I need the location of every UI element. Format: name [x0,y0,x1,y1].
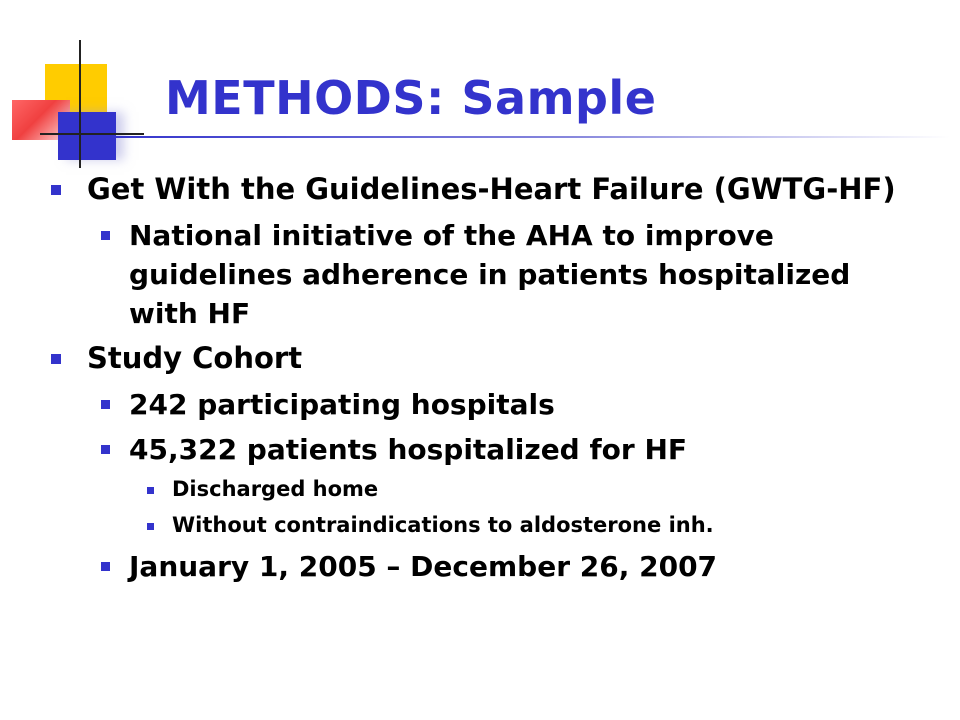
square-bullet-icon [101,231,110,240]
square-bullet-icon [101,562,110,571]
square-bullet-icon [101,400,110,409]
bullet-text: 45,322 patients hospitalized for HF [129,433,688,466]
bullet-text: Discharged home [172,477,379,501]
square-bullet-icon [101,445,110,454]
bullet-item [40,216,920,333]
bullet-text: January 1, 2005 – December 26, 2007 [129,550,718,583]
blue-square-decoration [58,112,116,160]
bullet-item [40,430,920,469]
bullet-item [40,475,920,503]
bullet-item [40,547,920,586]
bullet-text: Without contraindications to aldosterone inh. [172,513,714,537]
vertical-line-decoration [79,40,81,168]
title-underline [110,136,950,138]
horizontal-line-decoration [40,133,144,135]
bullet-item [40,170,920,208]
bullet-item [40,511,920,539]
bullet-list [40,170,920,592]
square-bullet-icon [51,354,61,364]
bullet-text: Get With the Guidelines-Heart Failure (GWTG-HF) [87,172,896,206]
square-bullet-icon [51,185,61,195]
slide-title: METHODS: Sample [165,71,657,125]
bullet-text: 242 participating hospitals [129,388,555,421]
bullet-item [40,385,920,424]
bullet-text: Study Cohort [87,341,303,375]
bullet-text: National initiative of the AHA to improve guidelines adherence in patients hospitalized with HF [129,219,851,330]
bullet-item [40,339,920,377]
square-bullet-icon [147,487,154,494]
square-bullet-icon [147,523,154,530]
